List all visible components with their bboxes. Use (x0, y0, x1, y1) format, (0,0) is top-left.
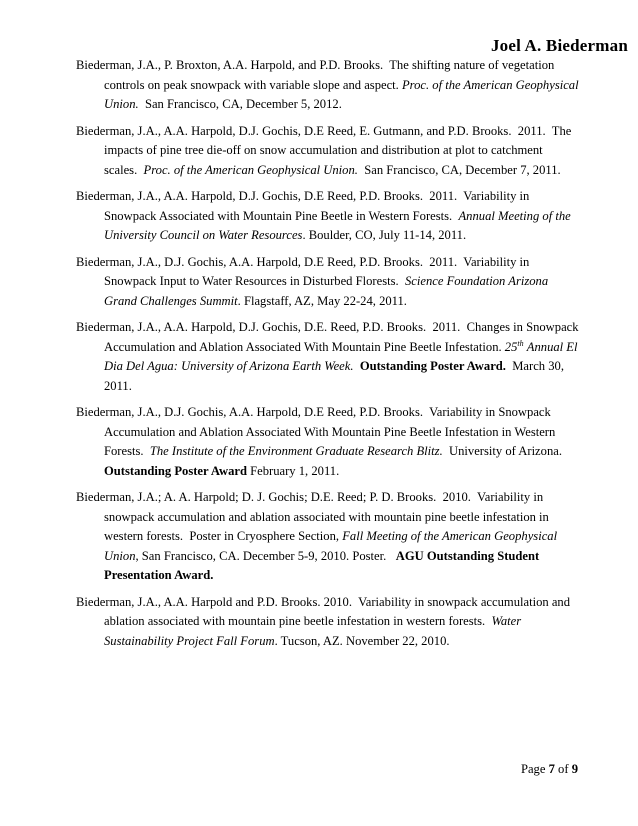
ref-year: 2011. (429, 254, 458, 269)
ref-authors: Biederman, J.A., A.A. Harpold and P.D. Brooks. 2010. (76, 594, 352, 609)
reference-item (76, 122, 581, 181)
ref-authors: Biederman, J.A., P. Broxton, A.A. Harpold, and P.D. Brooks. (76, 58, 384, 72)
reference-item (76, 488, 581, 586)
ref-title: Variability in Snowpack Accumulation and Ablation Associated With Mountain Pine Beetle Infestation in Western Forests. (104, 405, 556, 458)
ref-authors: Biederman, J.A., A.A. Harpold, D.J. Gochis, D.E Reed, P.D. Brooks. (76, 189, 423, 203)
ref-institution: University of Arizona. (449, 444, 562, 458)
reference-item (76, 403, 581, 481)
reference-item (76, 56, 581, 115)
reference-item (76, 253, 581, 312)
ref-authors: Biederman, J.A., A.A. Harpold, D.J. Gochis, D.E Reed, E. Gutmann, and P.D. Brooks. (76, 123, 512, 138)
ref-title: The shifting nature of vegetation controls on peak snowpack with variable slope and aspect. (104, 58, 555, 92)
ref-year: 2011. (517, 123, 546, 138)
ref-authors: Biederman, J.A., D.J. Gochis, A.A. Harpold, D.E Reed, P.D. Brooks. (76, 254, 423, 269)
reference-item (76, 187, 581, 246)
ref-year: 2011. (429, 189, 458, 203)
ref-pre-venue: Poster in Cryosphere Section, (189, 529, 340, 543)
ref-venue: Water Sustainability Project Fall Forum (104, 614, 522, 648)
ref-details: March 30, 2011. (104, 359, 564, 393)
ref-title: Variability in Snowpack Associated with Mountain Pine Beetle in Western Forests. (104, 189, 530, 223)
ref-year: 2010. (442, 490, 471, 504)
header-author-name: Joel A. Biederman (490, 36, 628, 55)
page-of-label: of (558, 762, 569, 776)
ref-details: . Flagstaff, AZ, May 22-24, 2011. (237, 293, 407, 308)
page-footer (521, 762, 578, 777)
ref-award: Outstanding Poster Award (104, 463, 247, 478)
reference-item (76, 593, 581, 652)
ref-authors: Biederman, J.A., D.J. Gochis, A.A. Harpold, D.E Reed, P.D. Brooks. (76, 405, 423, 419)
ref-award: AGU Outstanding Student Presentation Award. (104, 548, 540, 582)
ref-title: Variability in snowpack accumulation and ablation associated with mountain pine beetle infestation in western forests. (104, 594, 571, 628)
ref-award: Outstanding Poster Award. (359, 359, 506, 373)
ref-details: . Boulder, CO, July 11-14, 2011. (302, 228, 467, 242)
ref-venue: Annual El Dia Del Agua: University of Arizona Earth Week. (104, 339, 578, 373)
ref-year: 2011. (432, 320, 461, 334)
ref-title: Variability in snowpack accumulation and ablation associated with mountain pine beetle infestation in western forests. (104, 490, 549, 543)
ref-title: The impacts of pine tree die-off on snow accumulation and distribution at plot to catchment scales. (104, 123, 572, 177)
page-label: Page (520, 762, 546, 776)
ref-venue-number: 25th (504, 338, 524, 354)
ref-details: , San Francisco, CA. December 5-9, 2010. Poster. (135, 548, 387, 563)
ref-venue: Fall Meeting of the American Geophysical Union (104, 529, 558, 563)
reference-item (76, 318, 581, 396)
ref-details: . Tucson, AZ. November 22, 2010. (274, 633, 450, 648)
ref-authors: Biederman, J.A.; A. A. Harpold; D. J. Gochis; D.E. Reed; P. D. Brooks. (76, 490, 437, 504)
ref-venue: Proc. of the American Geophysical Union. (104, 77, 579, 111)
ref-venue-ordinal: th (517, 338, 524, 348)
ref-venue: Proc. of the American Geophysical Union. (143, 162, 358, 177)
ref-details: San Francisco, CA, December 7, 2011. (364, 162, 561, 177)
ref-details: San Francisco, CA, December 5, 2012. (144, 97, 342, 111)
ref-venue: The Institute of the Environment Graduate Research Blitz. (149, 444, 443, 458)
reference-list (76, 56, 581, 658)
ref-authors: Biederman, J.A., A.A. Harpold, D.J. Gochis, D.E. Reed, P.D. Brooks. (76, 320, 427, 334)
page-total: 9 (571, 762, 578, 776)
ref-venue: Annual Meeting of the University Council on Water Resources (104, 208, 571, 242)
ref-details: February 1, 2011. (250, 463, 340, 478)
ref-venue: Science Foundation Arizona Grand Challenges Summit (104, 274, 549, 308)
page-number: 7 (548, 762, 555, 776)
ref-title: Changes in Snowpack Accumulation and Ablation Associated With Mountain Pine Beetle Infestation. (104, 320, 579, 354)
ref-title: Variability in Snowpack Input to Water Resources in Disturbed Florests. (104, 254, 530, 288)
